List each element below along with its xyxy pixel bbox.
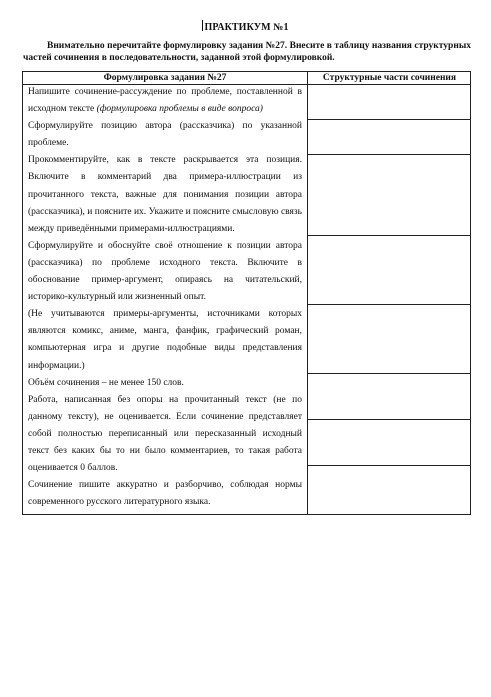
answer-cell-divider	[307, 119, 470, 120]
task-row: Сочинение пишите аккуратно и разборчиво, соблюдая нормы современного русского литературного языка.	[28, 480, 302, 508]
answer-cell-divider	[307, 304, 470, 305]
page-title-text: ПРАКТИКУМ №1	[204, 22, 289, 33]
answer-cell-divider	[307, 235, 470, 236]
answer-cell-divider	[307, 154, 470, 155]
page-title	[0, 20, 491, 33]
task-row-italic-note: (формулировка проблемы в виде вопроса)	[96, 104, 263, 115]
task-row-text: Напишите сочинение-рассуждение по проблеме, поставленной в исходном тексте	[28, 87, 302, 115]
column-divider	[307, 72, 308, 514]
task-table	[22, 71, 471, 515]
instruction-paragraph: Внимательно перечитайте формулировку задания №27. Внесите в таблицу названия структурных частей сочинения в последовательности, заданной этой формулировкой.	[23, 41, 471, 63]
task-row: Прокомментируйте, как в тексте раскрывается эта позиция. Включите в комментарий два примера-иллюстрации из прочитанного текста, важные для понимания позиции автора (рассказчика), и поясните их. Укажите и поясните смысловую связь между приведёнными примерами-иллюстрациями.	[28, 155, 302, 234]
task-row: Сформулируйте и обоснуйте своё отношение к позиции автора (рассказчика) по проблеме исходного текста. Включите в обоснование пример-аргумент, опираясь на читательский, историко-культурный или жизненный опыт.	[28, 240, 302, 303]
answer-cell-divider	[307, 465, 470, 466]
header-task-wording: Формулировка задания №27	[103, 73, 227, 83]
task-row: Сформулируйте позицию автора (рассказчика) по указанной проблеме.	[28, 121, 302, 149]
task-wording-column	[28, 84, 302, 511]
task-row: (Не учитываются примеры-аргументы, источниками которых являются комикс, аниме, манга, фанфик, графический роман, компьютерная игра и другие подобные виды представления информации.)	[28, 309, 302, 371]
task-row	[28, 84, 302, 118]
answer-cell-divider	[307, 419, 470, 420]
task-row: Объём сочинения – не менее 150 слов.	[28, 377, 184, 388]
task-row: Работа, написанная без опоры на прочитанный текст (не по данному тексту), не оценивается. Если сочинение представляет собой полностью переписанный или пересказанный исходный текст без каких бы то ни было комментариев, то такая работа оценивается 0 баллов.	[28, 394, 302, 474]
header-essay-parts: Структурные части сочинения	[322, 73, 457, 83]
answer-cell-divider	[307, 373, 470, 374]
